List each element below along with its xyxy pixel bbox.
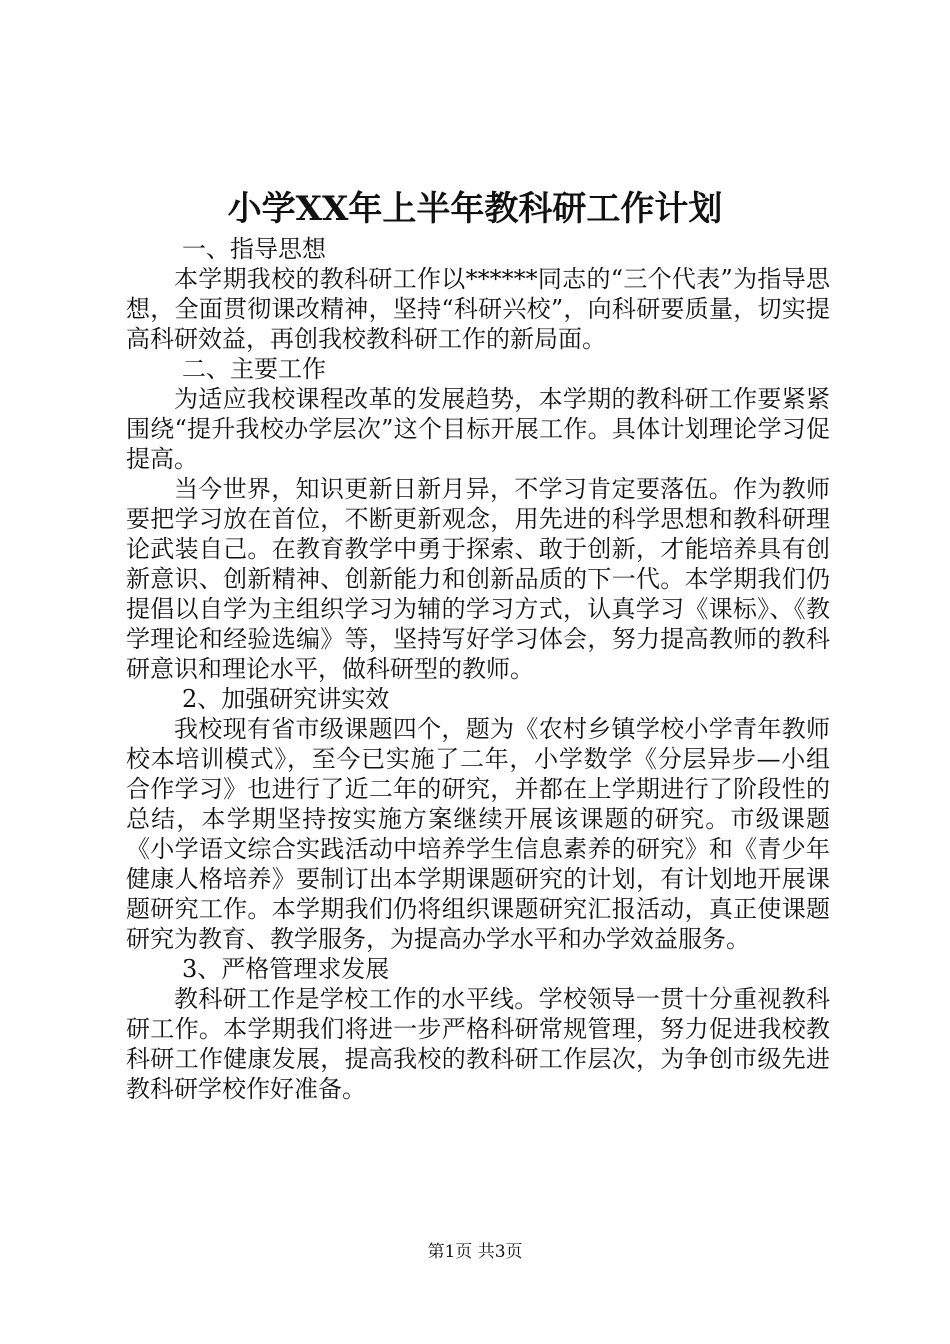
document-title: 小学XX年上半年教科研工作计划	[227, 189, 723, 229]
paragraph: 本学期我校的教科研工作以******同志的“三个代表”为指导思想，全面贯彻课改精神，坚持“科研兴校”，向科研要质量，切实提高科研效益，再创我校教科研工作的新局面。	[126, 265, 830, 353]
section-heading-management: 3、严格管理求发展	[182, 955, 390, 983]
page-number-footer: 第1页 共3页	[427, 1242, 523, 1262]
section-heading-main-work: 二、主要工作	[182, 355, 326, 383]
section-heading-research: 2、加强研究讲实效	[182, 685, 390, 713]
paragraph: 为适应我校课程改革的发展趋势，本学期的教科研工作要紧紧围绕“提升我校办学层次”这个目标开展工作。具体计划理论学习促提高。	[126, 385, 830, 473]
section-heading-guiding-thought: 一、指导思想	[182, 235, 326, 263]
paragraph: 教科研工作是学校工作的水平线。学校领导一贯十分重视教科研工作。本学期我们将进一步严格科研常规管理，努力促进我校教科研工作健康发展，提高我校的教科研工作层次，为争创市级先进教科研学校作好准备。	[126, 985, 830, 1103]
paragraph: 当今世界，知识更新日新月异，不学习肯定要落伍。作为教师要把学习放在首位，不断更新观念，用先进的科学思想和教科研理论武装自己。在教育教学中勇于探索、敢于创新，才能培养具有创新意识、创新精神、创新能力和创新品质的下一代。本学期我们仍提倡以自学为主组织学习为辅的学习方式，认真学习《课标》、《教学理论和经验选编》等，坚持写好学习体会，努力提高教师的教科研意识和理论水平，做科研型的教师。	[126, 475, 830, 683]
paragraph: 我校现有省市级课题四个，题为《农村乡镇学校小学青年教师校本培训模式》，至今已实施了二年，小学数学《分层异步—小组合作学习》也进行了近二年的研究，并都在上学期进行了阶段性的总结，本学期坚持按实施方案继续开展该课题的研究。市级课题《小学语文综合实践活动中培养学生信息素养的研究》和《青少年健康人格培养》要制订出本学期课题研究的计划，有计划地开展课题研究工作。本学期我们仍将组织课题研究汇报活动，真正使课题研究为教育、教学服务，为提高办学水平和办学效益服务。	[126, 715, 830, 953]
document-body	[126, 234, 830, 1104]
